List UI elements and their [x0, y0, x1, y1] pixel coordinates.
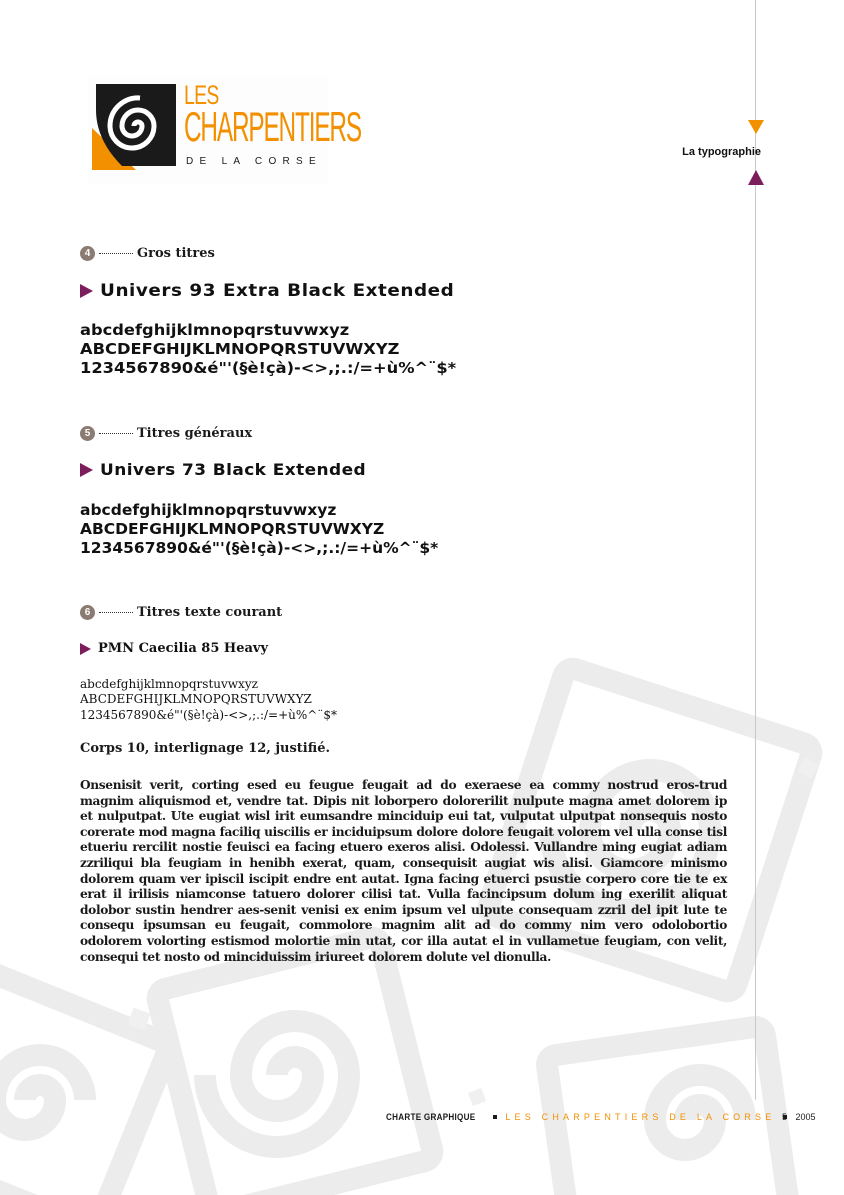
- purple-up-arrow-icon: [748, 170, 764, 185]
- section-title: Titres généraux: [137, 426, 253, 441]
- footer-separator: [493, 1115, 497, 1119]
- specimen-uppercase: ABCDEFGHIJKLMNOPQRSTUVWXYZ: [80, 692, 312, 706]
- section-number-badge: 5: [80, 426, 95, 441]
- specimen-digits: 1234567890&é"'(§è!çà)-<>,;.:/=+ù%^¨$*: [80, 359, 457, 377]
- section-title: Gros titres: [137, 246, 215, 261]
- specimen-digits: 1234567890&é"'(§è!çà)-<>,;.:/=+ù%^¨$*: [80, 539, 439, 557]
- orange-down-arrow-icon: [748, 120, 764, 134]
- font-name-row-4: [80, 281, 455, 301]
- specimen-lowercase: abcdefghijklmnopqrstuvwxyz: [80, 501, 337, 519]
- corps-label: Corps 10, interlignage 12, justifié.: [80, 741, 330, 756]
- section-heading-6: [80, 605, 282, 620]
- font-name-row-5: [80, 460, 367, 479]
- section-title: Titres texte courant: [137, 605, 283, 620]
- logo-de-la-corse: DE LA CORSE: [186, 156, 322, 167]
- spiral-logo-icon: [92, 80, 180, 170]
- footer-brand: LES CHARPENTIERS DE LA CORSE: [505, 1112, 776, 1122]
- page-number: 5: [782, 1112, 788, 1122]
- logo-wordmark: [184, 80, 489, 150]
- font-name: PMN Caecilia 85 Heavy: [98, 641, 268, 656]
- section-number-badge: 6: [80, 605, 95, 620]
- footer-title: CHARTE GRAPHIQUE: [386, 1112, 476, 1122]
- specimen-uppercase: ABCDEFGHIJKLMNOPQRSTUVWXYZ: [80, 340, 400, 358]
- logo-charpentiers: CHARPENTIERS: [184, 103, 361, 150]
- footer-year: 2005: [795, 1112, 816, 1122]
- specimen-lowercase: abcdefghijklmnopqrstuvwxyz: [80, 321, 350, 339]
- section-label: La typographie: [682, 146, 761, 158]
- font-name-row-6: [80, 641, 268, 656]
- brand-logo: [88, 76, 361, 184]
- footer: [386, 1112, 816, 1122]
- purple-triangle-icon: [80, 463, 93, 477]
- logo-les: LES: [184, 80, 219, 110]
- font-name: Univers 93 Extra Black Extended: [100, 281, 455, 301]
- section-heading-5: [80, 426, 252, 441]
- sample-paragraph: Onsenisit verit, corting esed eu feugue feugait ad do exeraese ea commy nostrud eros-trud magnim aliquismod et, vendre tat. Dipis nit loborpero dolorerilit nulpute magna amet dolorem ip et nulputpat. Ute eugiat wisl irit eumsandre minciduip eui tat, vulputat ulputpat nonsequis nosto corerate mod magna faciliq uiscilis er inciduipsum dolore dolore feugait volorem vel ulla conse tisl etueriu rercilit nostie feuisci ea facing etuero exeros alisi. Odolessi. Vullandre ming eugiat adiam zzriliqui bla feugiam in henibh exerat, quam, consequisit augiat wis alisi. Giamcore minismo dolorem quam ver ipiscil iscipit endre ent autat. Igna facing etuerci psustie corpero core tie te ex erat il irilisis niamconse tatuero dolorer cilisi tat. Vulla facincipsum dolum ing exerilit aliquat dolobor sustin hendrer aes-senit venisi ex enim ipsum vel ulpute consequam zzril del ipit lute te consequ ipsumsan eu feugait, commolore magnim alit ad do commy nim vero odolobortio odolorem volorting estismod molortie min utat, cor illa autat el in vullametue feugiam, con velit, consequi tet nosto od minciduissim iriureet dolorem dolute vel dionulla.: [80, 778, 727, 964]
- specimen-uppercase: ABCDEFGHIJKLMNOPQRSTUVWXYZ: [80, 520, 385, 538]
- specimen-digits: 1234567890&é"'(§è!çà)-<>,;.:/=+ù%^¨$*: [80, 708, 337, 722]
- specimen-lowercase: abcdefghijklmnopqrstuvwxyz: [80, 677, 258, 691]
- dotted-leader: [99, 612, 133, 613]
- section-heading-4: [80, 246, 215, 261]
- section-number-badge: 4: [80, 246, 95, 261]
- purple-triangle-icon: [80, 643, 91, 655]
- purple-triangle-icon: [80, 284, 93, 298]
- dotted-leader: [99, 433, 133, 434]
- font-name: Univers 73 Black Extended: [100, 460, 367, 479]
- dotted-leader: [99, 253, 133, 254]
